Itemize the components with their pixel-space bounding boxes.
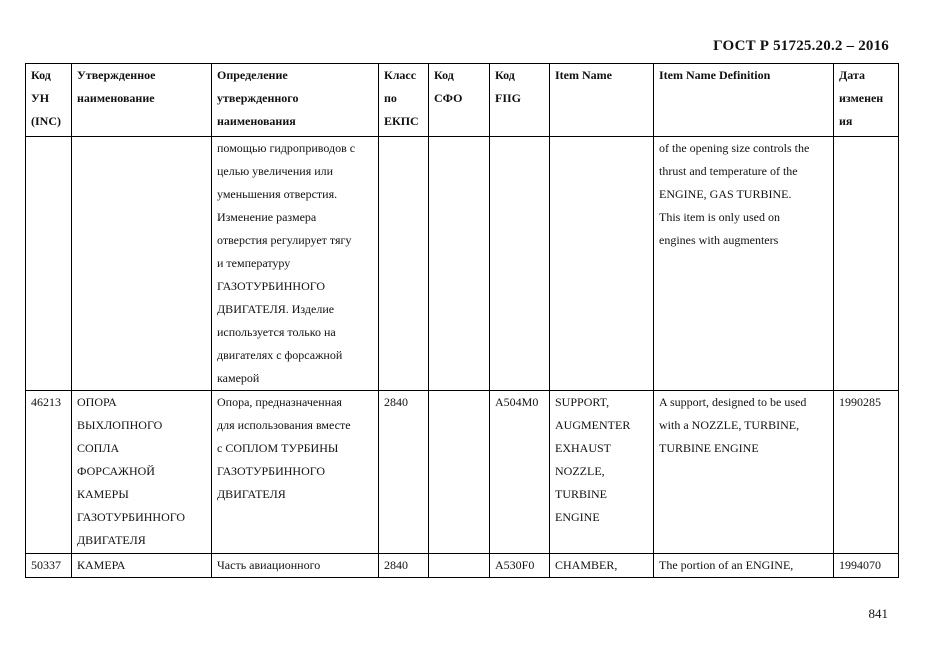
- cell-approved-name: [72, 137, 212, 391]
- cell-item-name: CHAMBER,: [550, 554, 654, 578]
- cell-fiig: A504M0: [490, 391, 550, 554]
- cell-fiig: [490, 137, 550, 391]
- cell-inc: [26, 137, 72, 391]
- table-header-row: [26, 64, 899, 137]
- cell-class: 2840: [379, 554, 429, 578]
- cell-inc: 50337: [26, 554, 72, 578]
- cell-date: [834, 137, 899, 391]
- document-code: ГОСТ Р 51725.20.2 – 2016: [713, 38, 889, 54]
- col-header-definition: Определение утвержденного наименования: [212, 64, 379, 137]
- cell-sfo: [429, 554, 490, 578]
- table-row: [26, 554, 899, 578]
- catalog-table: [25, 63, 899, 578]
- col-header-item-name: Item Name: [550, 64, 654, 137]
- cell-item-name: SUPPORT, AUGMENTER EXHAUST NOZZLE, TURBINE ENGINE: [550, 391, 654, 554]
- col-header-fiig: Код FIIG: [490, 64, 550, 137]
- cell-item-name-definition: A support, designed to be used with a NOZZLE, TURBINE, TURBINE ENGINE: [654, 391, 834, 554]
- cell-definition: Часть авиационного: [212, 554, 379, 578]
- cell-item-name: [550, 137, 654, 391]
- cell-definition: Опора, предназначенная для использования вместе с СОПЛОМ ТУРБИНЫ ГАЗОТУРБИННОГО ДВИГАТЕЛЯ: [212, 391, 379, 554]
- cell-sfo: [429, 137, 490, 391]
- cell-sfo: [429, 391, 490, 554]
- col-header-class: Класс по ЕКПС: [379, 64, 429, 137]
- cell-date: 1994070: [834, 554, 899, 578]
- cell-inc: 46213: [26, 391, 72, 554]
- cell-class: [379, 137, 429, 391]
- col-header-item-name-definition: Item Name Definition: [654, 64, 834, 137]
- col-header-date: Дата изменен ия: [834, 64, 899, 137]
- cell-date: 1990285: [834, 391, 899, 554]
- cell-item-name-definition: The portion of an ENGINE,: [654, 554, 834, 578]
- page-number: 841: [868, 606, 888, 621]
- col-header-inc: Код УН (INC): [26, 64, 72, 137]
- cell-fiig: A530F0: [490, 554, 550, 578]
- cell-class: 2840: [379, 391, 429, 554]
- cell-definition: помощью гидроприводов с целью увеличения или уменьшения отверстия. Изменение размера отверстия регулирует тягу и температуру ГАЗОТУРБИННОГО ДВИГАТЕЛЯ. Изделие используется только на двигателях с форсажной камерой: [212, 137, 379, 391]
- col-header-sfo: Код СФО: [429, 64, 490, 137]
- cell-item-name-definition: of the opening size controls the thrust and temperature of the ENGINE, GAS TURBINE. This item is only used on engines with augmenters: [654, 137, 834, 391]
- col-header-approved-name: Утвержденное наименование: [72, 64, 212, 137]
- cell-approved-name: КАМЕРА: [72, 554, 212, 578]
- table-row: [26, 137, 899, 391]
- cell-approved-name: ОПОРА ВЫХЛОПНОГО СОПЛА ФОРСАЖНОЙ КАМЕРЫ ГАЗОТУРБИННОГО ДВИГАТЕЛЯ: [72, 391, 212, 554]
- table-row: [26, 391, 899, 554]
